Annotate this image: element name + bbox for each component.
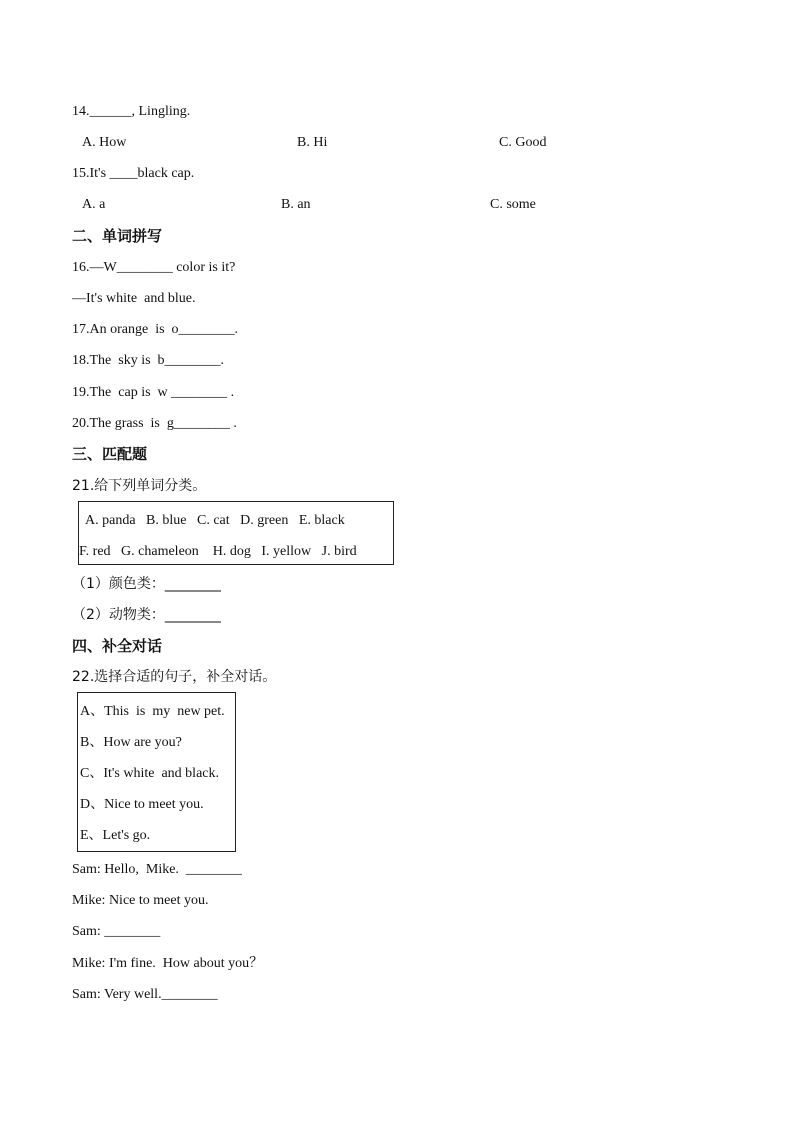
question-16-stem: 16.—W________ color is it? <box>72 260 236 275</box>
dialogue-line-2: Mike: Nice to meet you. <box>72 893 209 908</box>
question-18-stem: 18.The sky is b________. <box>72 353 225 368</box>
question-14-stem: 14.______, Lingling. <box>72 104 191 119</box>
sentence-choice-d: D、Nice to meet you. <box>80 797 204 812</box>
question-16-answer-line: —It's white and blue. <box>72 291 196 306</box>
question-15-option-b: B. an <box>281 197 311 212</box>
question-15-option-c: C. some <box>490 197 536 212</box>
question-22-stem: 22.选择合适的句子，补全对话。 <box>72 669 277 685</box>
dialogue-line-4: Mike: I'm fine. How about you？ <box>72 956 264 971</box>
sentence-choice-b: B、How are you? <box>80 735 182 750</box>
word-bank-box <box>78 501 394 565</box>
dialogue-line-1: Sam: Hello, Mike. ________ <box>72 862 242 877</box>
question-21-animals-blank: （2）动物类：________ <box>72 607 221 623</box>
question-17-stem: 17.An orange is o________. <box>72 322 239 337</box>
word-bank-row-2: F. red G. chameleon H. dog I. yellow J. bird <box>79 544 357 559</box>
question-21-stem: 21.给下列单词分类。 <box>72 478 207 494</box>
question-14-option-c: C. Good <box>499 135 547 150</box>
question-15-option-a: A. a <box>82 197 106 212</box>
question-21-colors-blank: （1）颜色类：________ <box>72 576 221 592</box>
question-14-option-a: A. How <box>82 135 127 150</box>
word-bank-row-1: A. panda B. blue C. cat D. green E. black <box>85 513 345 528</box>
question-14-option-b: B. Hi <box>297 135 328 150</box>
section-3-heading: 三、匹配题 <box>72 445 148 463</box>
question-19-stem: 19.The cap is w ________ . <box>72 385 235 400</box>
dialogue-line-5: Sam: Very well.________ <box>72 987 218 1002</box>
question-15-stem: 15.It's ____black cap. <box>72 166 195 181</box>
dialogue-line-3: Sam: ________ <box>72 924 161 939</box>
sentence-choice-a: A、This is my new pet. <box>80 704 225 719</box>
sentence-choice-c: C、It's white and black. <box>80 766 219 781</box>
sentence-choices-box <box>77 692 236 852</box>
sentence-choice-e: E、Let's go. <box>80 828 151 843</box>
section-2-heading: 二、单词拼写 <box>72 227 163 245</box>
question-20-stem: 20.The grass is g________ . <box>72 416 237 431</box>
section-4-heading: 四、补全对话 <box>72 637 163 655</box>
